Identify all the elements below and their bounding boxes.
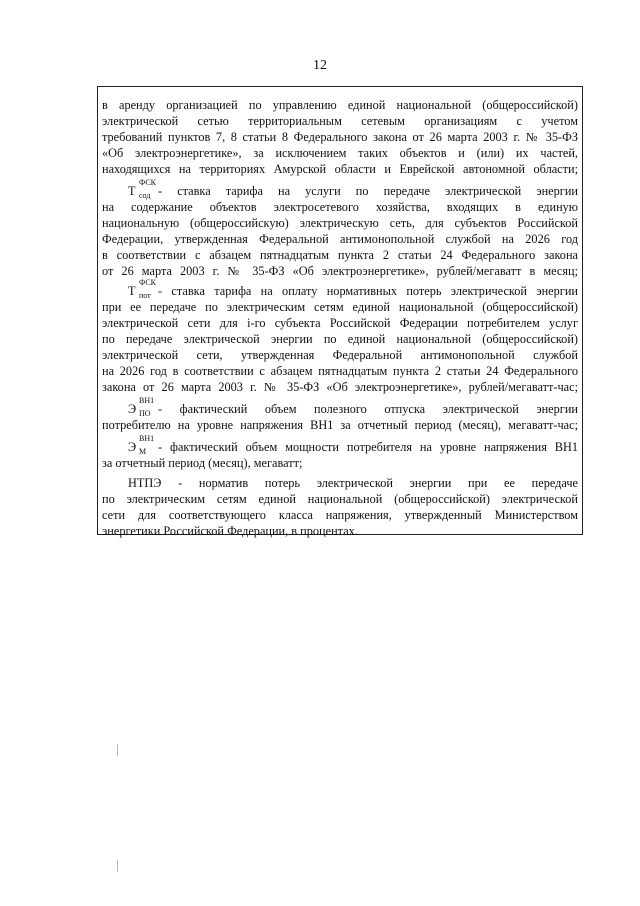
text-line: - фактический объем полезного отпуска электрической энергии [158,402,578,416]
symbol-e-po: Э ВН1 ПО [128,396,155,418]
page-number: 12 [313,58,327,73]
text-line: электрической сети, утвержденная Федеральной антимонопольной службой [102,348,578,362]
text-line: энергетики Российской Федерации, в процентах. [102,524,358,538]
text-line: по электрическим сетям единой национальной (общероссийской) электрической [102,492,578,506]
text-line: «Об электроэнергетике», за исключением таких объектов и (или) их частей, [102,146,578,160]
text-line: национальную (общероссийскую) электрическую сеть, для субъектов Российской [102,216,578,230]
text-line: - ставка тарифа на услуги по передаче электрической энергии [158,184,578,198]
text-line: в аренду организацией по управлению единой национальной (общероссийской) [102,98,578,112]
text-line: закона от 26 марта 2003 г. № 35-ФЗ «Об электроэнергетике», рублей/мегаватт-час; [102,380,578,394]
text-line: требований пунктов 7, 8 статьи 8 Федерального закона от 26 марта 2003 г. № 35-ФЗ [102,130,578,144]
symbol-t-pot: Т ФСК пот [128,278,156,300]
text-line: потребителю на уровне напряжения ВН1 за отчетный период (месяц), мегаватт-час; [102,418,578,432]
definition-e-po [128,396,578,418]
text-line: от 26 марта 2003 г. № 35-ФЗ «Об электроэнергетике», рублей/мегаватт в месяц; [102,264,578,278]
text-line: электрической сетью территориальным сетевым организациям с учетом [102,114,578,128]
text-line: в соответствии с абзацем пятнадцатым пункта 2 статьи 24 Федерального закона [102,248,578,262]
text-line: - ставка тарифа на оплату нормативных потерь электрической энергии [158,284,578,298]
text-line: Федерации, утвержденная Федеральной антимонопольной службой на 2026 год [102,232,578,246]
text-line: находящихся на территориях Амурской области и Еврейской автономной области; [102,162,578,176]
text-line: НТПЭ - норматив потерь электрической энергии при ее передаче [128,476,578,490]
text-line: сети для соответствующего класса напряжения, утвержденный Министерством [102,508,578,522]
scan-mark [117,860,118,872]
text-line: при ее передаче по электрическим сетям единой национальной (общероссийской) [102,300,578,314]
definitions-box [97,86,583,538]
scan-mark [117,744,118,756]
text-line: электрической сети для i-го субъекта Российской Федерации потребителем услуг [102,316,578,330]
definition-t-sod [128,178,578,200]
text-line: - фактический объем мощности потребителя на уровне напряжения ВН1 [158,440,578,454]
text-line: по передаче электрической энергии по единой национальной (общероссийской) [102,332,578,346]
symbol-e-m: Э ВН1 М [128,434,155,456]
text-line: на содержание объектов электросетевого хозяйства, входящих в единую [102,200,578,214]
symbol-t-sod: Т ФСК сод [128,178,156,200]
text-line: на 2026 год в соответствии с абзацем пятнадцатым пункта 2 статьи 24 Федерального [102,364,578,378]
definition-t-pot [128,278,578,300]
text-line: за отчетный период (месяц), мегаватт; [102,456,303,470]
definition-e-m [128,434,578,456]
